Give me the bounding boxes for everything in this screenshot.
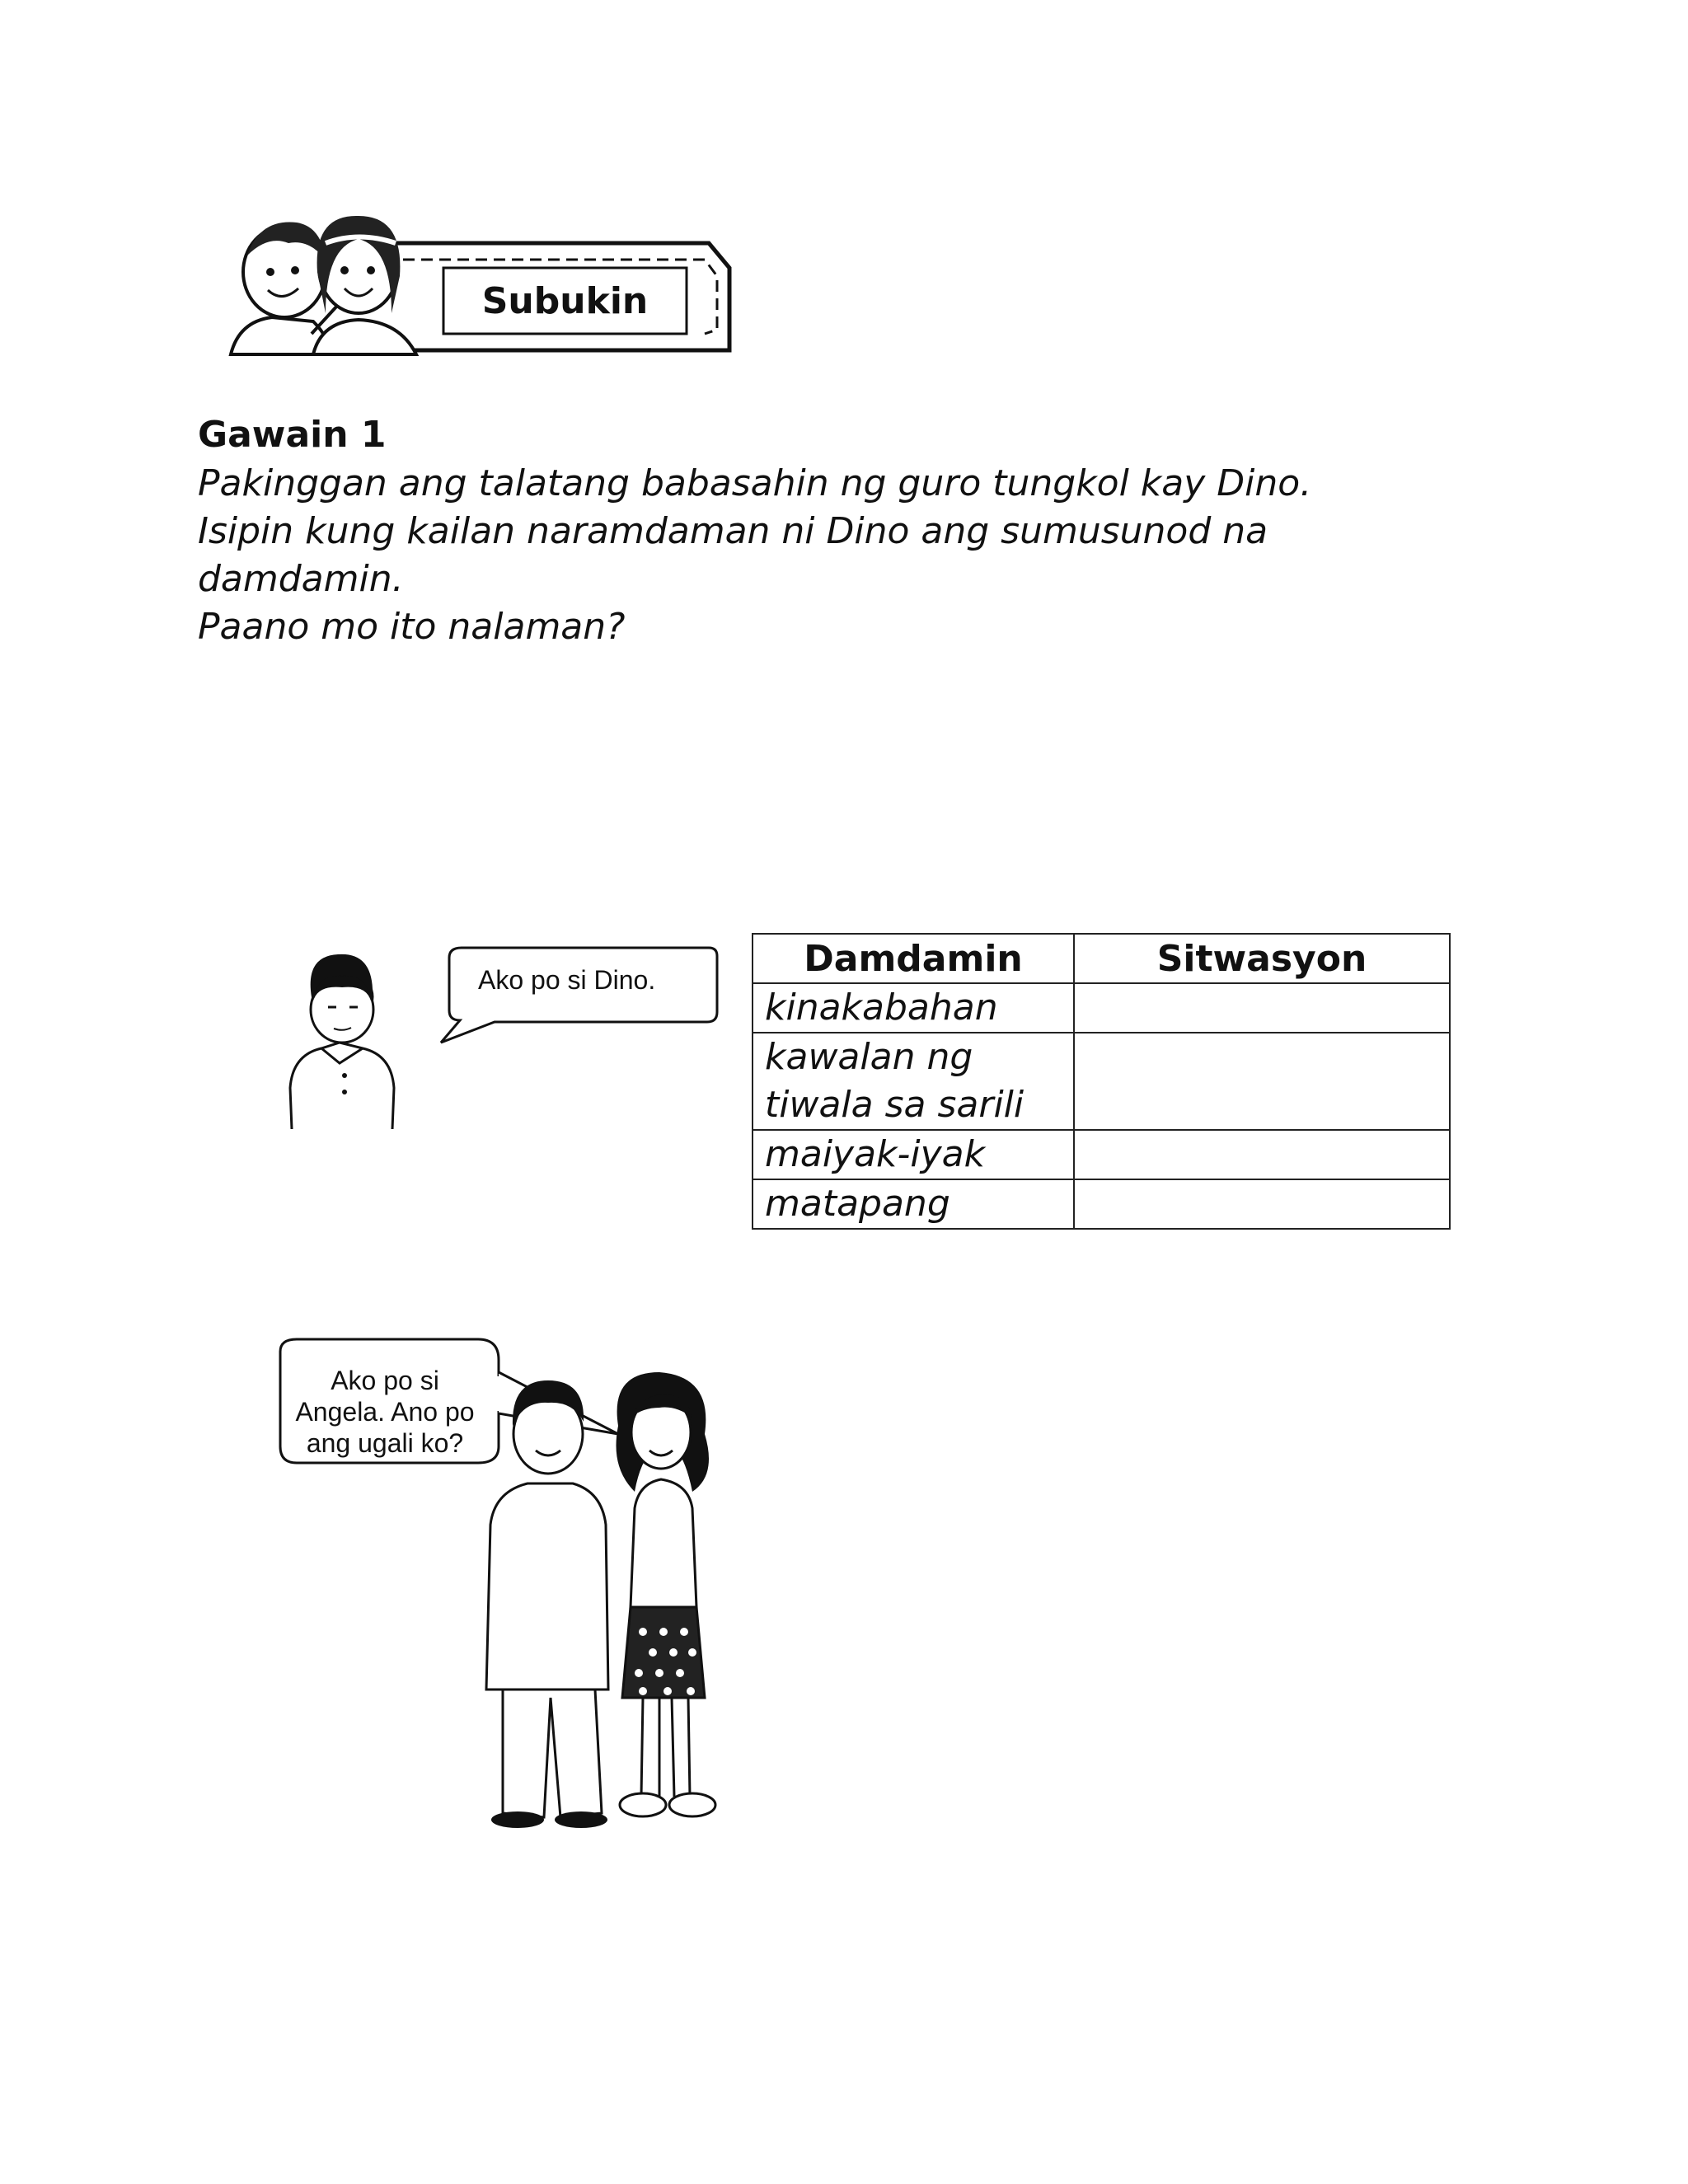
instruction-line: damdamin. [198, 558, 404, 600]
column-header-feeling: Damdamin [753, 934, 1074, 983]
situation-cell[interactable] [1074, 983, 1450, 1033]
table-row [753, 983, 1450, 1033]
instructions [198, 460, 1599, 651]
table-header-row [753, 934, 1450, 983]
feeling-cell: matapang [753, 1179, 1074, 1229]
table-row [753, 1130, 1450, 1179]
speech-line: Angela. Ano po [295, 1397, 475, 1427]
section-banner [223, 198, 734, 363]
activity-title: Gawain 1 [198, 414, 387, 456]
instruction-line: Paano mo ito nalaman? [198, 606, 626, 648]
table-row [753, 1179, 1450, 1229]
feeling-cell: maiyak-iyak [753, 1130, 1074, 1179]
instruction-line: Pakinggan ang talatang babasahin ng guro tungkol kay Dino. [198, 462, 1312, 504]
speech-line: ang ugali ko? [306, 1428, 464, 1458]
feeling-line: tiwala sa sarili [765, 1084, 1025, 1126]
column-header-situation: Sitwasyon [1074, 934, 1450, 983]
situation-cell[interactable] [1074, 1179, 1450, 1229]
situation-cell[interactable] [1074, 1033, 1450, 1130]
feeling-cell [753, 1033, 1074, 1130]
feeling-line: kawalan ng [765, 1036, 973, 1078]
situation-cell[interactable] [1074, 1130, 1450, 1179]
dino-speech: Ako po si Dino. [478, 965, 656, 995]
section-label: Subukin [481, 279, 649, 322]
speech-line: Ako po si [331, 1366, 439, 1395]
feelings-table [752, 933, 1451, 1230]
instruction-line: Isipin kung kailan naramdaman ni Dino ang sumusunod na [198, 510, 1268, 552]
table-row [753, 1033, 1450, 1130]
angela-speech [290, 1365, 480, 1459]
feeling-cell: kinakabahan [753, 983, 1074, 1033]
